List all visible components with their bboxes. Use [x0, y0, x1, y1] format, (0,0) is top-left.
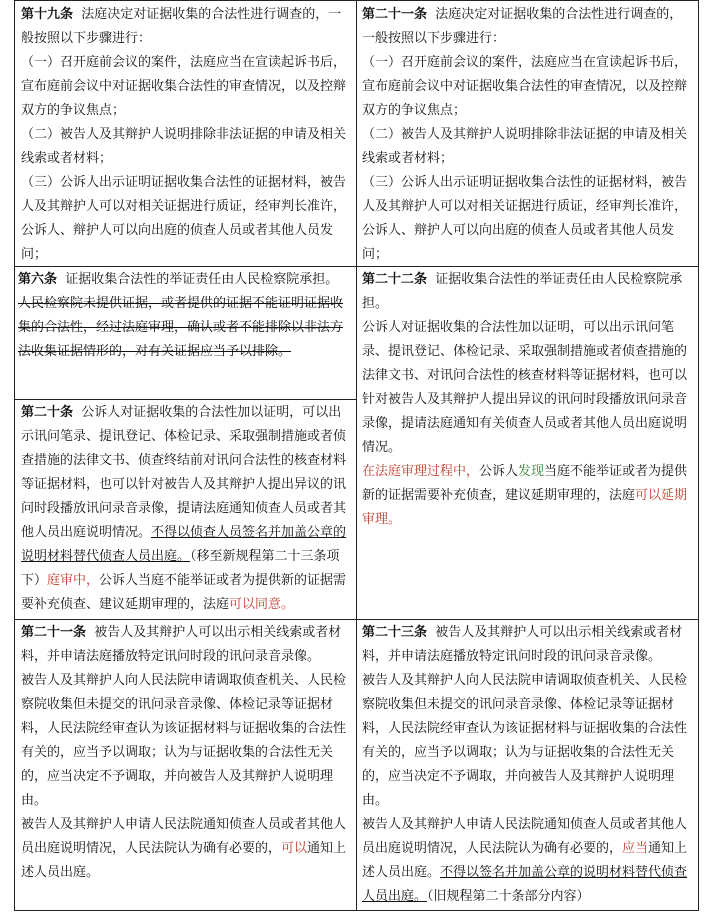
row1-right-cell: [356, 1, 698, 266]
comparison-table: [14, 0, 699, 911]
article-20: [21, 401, 350, 617]
article-text: 被告人及其辩护人申请人民法院通知侦查人员或者其他人员出庭说明情况，人民法院认为确有必要的，: [362, 817, 688, 856]
article-text: 公诉人当庭不能举证或者为提供新的证据需要补充侦查、建议延期审理的，法庭: [21, 573, 347, 612]
highlight-red-text: 可以延期审理。: [362, 488, 688, 527]
article-text: 公诉人对证据收集的合法性加以证明，可以出示讯问笔录、提讯登记、体检记录、采取强制措施或者侦查措施的法律文书、侦查终结前对讯问合法性的核查材料等证据材料，也可以针对被告人及其辩护人提出异议的讯问时段播放讯问录音录像，提请法庭通知侦查人员或者其他人员出庭说明情况。: [21, 405, 347, 540]
intro-text: 法庭决定对证据收集的合法性进行调查的，一般按照以下步骤进行：: [362, 7, 683, 46]
row2-right-cell: [356, 266, 698, 619]
underlined-text: 不得以侦查人员签名并加盖公章的说明材料替代侦查人员出庭。: [21, 525, 347, 564]
list-item: （三）公诉人出示证明证据收集合法性的证据材料，被告人及其辩护人可以对相关证据进行质证，经审判长准许，公诉人、辩护人可以向出庭的侦查人员或者其他人员发问；: [21, 175, 347, 262]
row3-right-cell: [356, 619, 698, 912]
article-21: [21, 621, 350, 669]
note-text: （移至新规程第二十三条项下）: [21, 549, 340, 588]
article-heading: 第二十三条: [362, 625, 428, 640]
article-text: 被告人及其辩护人可以出示相关线索或者材料，并申请法庭播放特定讯问时段的讯问录音录像。: [21, 625, 342, 664]
row2-left-bottom-cell: [15, 399, 356, 619]
article-text: 被告人及其辩护人申请人民法院通知侦查人员或者其他人员出庭说明情况，人民法院认为确有必要的，: [21, 817, 347, 856]
article-text: 通知上述人员出庭。: [21, 841, 347, 880]
article-text: 被告人及其辩护人向人民法院申请调取侦查机关、人民检察院收集但未提交的讯问录音录像、体检记录等证据材料，人民法院经审查认为该证据材料与证据收集的合法性有关的，应当予以调取；认为与证据收集的合法性无关的，应当决定不予调取，并向被告人及其辩护人说明理由。: [362, 673, 688, 808]
article-heading: 第六条: [18, 272, 58, 287]
article-22: [362, 268, 692, 316]
article-heading: 第二十条: [21, 405, 74, 420]
article-21-p3: [21, 813, 350, 885]
article-heading: 第二十二条: [362, 272, 428, 287]
list-item: （一）召开庭前会议的案件，法庭应当在宣读起诉书后，宣布庭前会议中对证据收集合法性的审查情况，以及控辩双方的争议焦点；: [21, 55, 347, 118]
list-item: （一）召开庭前会议的案件，法庭应当在宣读起诉书后，宣布庭前会议中对证据收集合法性的审查情况，以及控辩双方的争议焦点；: [362, 55, 688, 118]
article-23: [362, 621, 692, 669]
article-22-extension: [362, 460, 692, 532]
row3-left-cell: [15, 619, 356, 912]
article-text: 被告人及其辩护人向人民法院申请调取侦查机关、人民检察院收集但未提交的讯问录音录像、体检记录等证据材料，人民法院经审查认为该证据材料与证据收集的合法性有关的，应当予以调取；认为与证据收集的合法性无关的，应当决定不予调取，并向被告人及其辩护人说明理由。: [21, 673, 347, 808]
underlined-text: 不得以签名并加盖公章的说明材料替代侦查人员出庭。: [362, 865, 688, 904]
highlight-red-text: 可以同意。: [229, 597, 295, 612]
article-heading: 第二十一条: [362, 7, 428, 22]
article-6: [18, 268, 350, 292]
deleted-text: 人民检察院未提供证据，或者提供的证据不能证明证据收集的合法性，经过法庭审理，确认或者不能排除以非法方法收集证据情形的，对有关证据应当予以排除。: [18, 296, 344, 359]
article-text: 证据收集合法性的举证责任由人民检察院承担。: [362, 272, 683, 311]
article-text: 当庭不能举证或者为提供新的证据需要补充侦查，建议延期审理的，法庭: [362, 464, 688, 503]
article-text: 被告人及其辩护人可以出示相关线索或者材料，并申请法庭播放特定讯问时段的讯问录音录像。: [362, 625, 683, 664]
row2-left-top-cell: [15, 266, 356, 399]
article-heading: 第十九条: [21, 7, 74, 22]
highlight-green-text: 发现: [518, 464, 545, 479]
article-23-p3: [362, 813, 692, 909]
article-heading: 第二十一条: [21, 625, 87, 640]
list-item: （二）被告人及其辩护人说明排除非法证据的申请及相关线索或者材料；: [362, 127, 688, 166]
intro-text: 法庭决定对证据收集的合法性进行调查的，一般按照以下步骤进行：: [21, 7, 342, 46]
article-text: 公诉人: [479, 464, 519, 479]
highlight-red-text: 应当: [622, 841, 649, 856]
row1-right-intro: [362, 3, 692, 51]
article-text: 证据收集合法性的举证责任由人民检察院承担。: [65, 272, 339, 287]
highlight-red-text: 庭审中，: [47, 573, 100, 588]
list-item: （三）公诉人出示证明证据收集合法性的证据材料，被告人及其辩护人可以对相关证据进行质证，经审判长准许，公诉人、辩护人可以向出庭的侦查人员或者其他人员发问；: [362, 175, 688, 262]
row1-left-intro: [21, 3, 350, 51]
article-text: 通知上述人员出庭。: [362, 841, 688, 880]
highlight-red-text: 在法庭审理过程中，: [362, 464, 480, 479]
note-text: （旧规程第二十条部分内容）: [427, 889, 590, 904]
list-item: （二）被告人及其辩护人说明排除非法证据的申请及相关线索或者材料；: [21, 127, 347, 166]
article-text: 公诉人对证据收集的合法性加以证明，可以出示讯问笔录、提讯登记、体检记录、采取强制措施或者侦查措施的法律文书、对讯问合法性的核查材料等证据材料，也可以针对被告人及其辩护人提出异议的讯问时段播放讯问录音录像，提请法庭通知有关侦查人员或者其他人员出庭说明情况。: [362, 320, 688, 455]
highlight-red-text: 可以: [281, 841, 308, 856]
row1-left-cell: [15, 1, 356, 266]
